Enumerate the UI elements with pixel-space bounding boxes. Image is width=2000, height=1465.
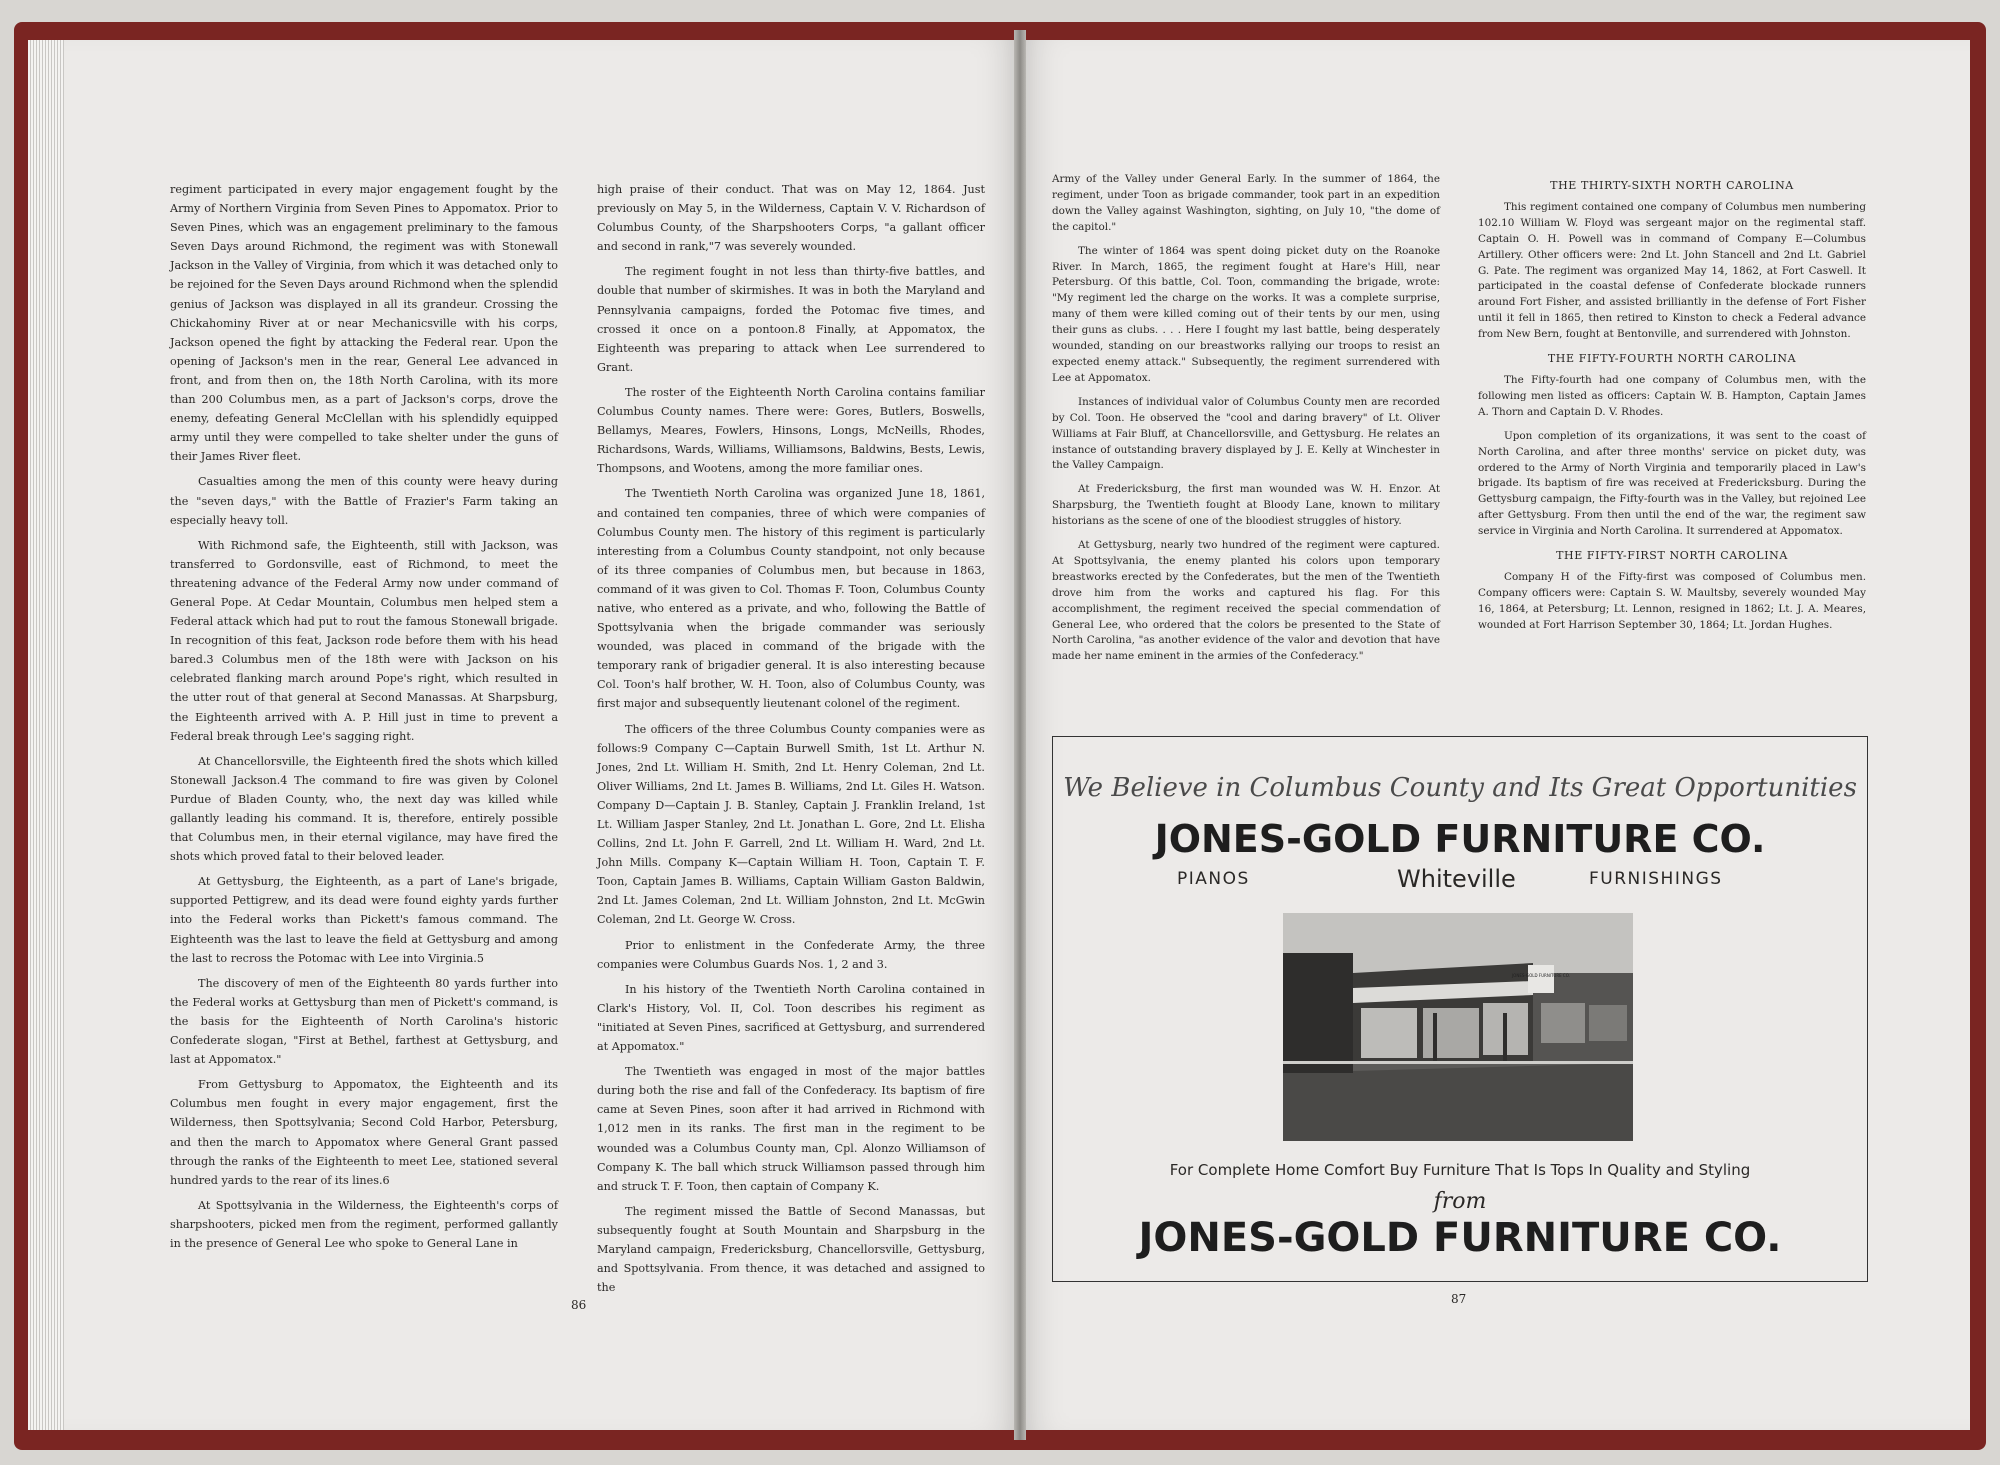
book-gutter bbox=[1014, 30, 1026, 1440]
paragraph: Instances of individual valor of Columbus County men are recorded by Col. Toon. He observed the "cool and daring bravery" of Lt. Oliver Williams at Fair Bluff, at Chancellorsville, and Gettysburg. He relates an instance of outstanding bravery displayed by J. E. Kelly at Winchester in the Valley Campaign. bbox=[1052, 395, 1440, 472]
ad-town-label: Whiteville bbox=[1397, 865, 1516, 893]
paragraph: At Fredericksburg, the first man wounded was W. H. Enzor. At Sharpsburg, the Twentieth fought at Bloody Lane, known to military historians as the scene of one of the bloodiest struggles of history. bbox=[1052, 483, 1440, 528]
ad-company-name-bottom: JONES-GOLD FURNITURE CO. bbox=[1138, 1215, 1782, 1261]
paragraph: At Chancellorsville, the Eighteenth fired the shots which killed Stonewall Jackson.4 The command to fire was given by Colonel Purdue of Bladen County, who, the next day was killed while gallantly leading his command. It is, therefore, entirely possible that Columbus men, in their eternal vigilance, may have fired the shots which proved fatal to their beloved leader. bbox=[170, 754, 558, 864]
section-heading: THE THIRTY-SIXTH NORTH CAROLINA bbox=[1550, 179, 1794, 192]
paragraph: Company H of the Fifty-first was composed of Columbus men. Company officers were: Captain S. W. Maultsby, severely wounded May 16, 1864, at Petersburg; Lt. Lennon, resigned in 1862; Lt. J. A. Meares, wounded at Fort Harrison September 30, 1864; Lt. Jordan Hughes. bbox=[1478, 570, 1866, 631]
ad-slogan: For Complete Home Comfort Buy Furniture That Is Tops In Quality and Styling bbox=[1169, 1161, 1751, 1179]
storefront-illustration bbox=[1283, 913, 1633, 1141]
page-edges bbox=[28, 40, 64, 1430]
ad-subheading-row bbox=[1053, 865, 1867, 899]
paragraph: At Spottsylvania in the Wilderness, the Eighteenth's corps of sharpshooters, picked men from the regiment, performed gallantly in the presence of General Lee who spoke to General Lane in bbox=[170, 1198, 558, 1250]
paragraph: Prior to enlistment in the Confederate Army, the three companies were Columbus Guards Nos. 1, 2 and 3. bbox=[597, 938, 985, 971]
paragraph: Army of the Valley under General Early. In the summer of 1864, the regiment, under Toon as brigade commander, took part in an expedition down the Valley against Washington, sighting, on July 10, "the dome of the capitol." bbox=[1052, 173, 1440, 233]
paragraph: regiment participated in every major engagement fought by the Army of Northern Virginia from Seven Pines to Appomatox. Prior to Seven Pines, which was an engagement preliminary to the famous Seven Days around Richmond, the regiment was with Stonewall Jackson in the Valley of Virginia, from which it was detached only to be rejoined for the Seven Days around Richmond when the splendid genius of Jackson was displayed in all its grandeur. Crossing the Chickahominy River at or near Mechanicsville with his corps, Jackson opened the fight by attacking the Federal rear. Upon the opening of Jackson's men in the rear, General Lee advanced in front, and from then on, the 18th North Carolina, with its more than 200 Columbus men, as a part of Jackson's corps, drove the enemy, defeating General McClellan with his splendidly equipped army until they were compelled to take shelter under the guns of their James River fleet. bbox=[170, 183, 558, 464]
paragraph: In his history of the Twentieth North Carolina contained in Clark's History, Vol. II, Col. Toon describes his regiment as "initiated at Seven Pines, sacrificed at Gettysburg, and surrendered at Appomatox." bbox=[597, 982, 985, 1054]
paragraph: high praise of their conduct. That was on May 12, 1864. Just previously on May 5, in the Wilderness, Captain V. V. Richardson of Columbus County, of the Sharpshooters Corps, "a gallant officer and second in rank,"7 was severely wounded. bbox=[597, 183, 985, 254]
paragraph: The roster of the Eighteenth North Carolina contains familiar Columbus County names. There were: Gores, Butlers, Boswells, Bellamys, Meares, Fowlers, Hinsons, Longs, McNeills, Rhodes, Richardsons, Wards, Williams, Williamsons, Baldwins, Bests, Lewis, Thompsons, and Wootens, among the more familiar ones. bbox=[597, 385, 985, 476]
ad-from: from bbox=[1433, 1189, 1487, 1214]
ad-company-name: JONES-GOLD FURNITURE CO. bbox=[1154, 817, 1766, 861]
right-page-column-2 bbox=[1478, 172, 1866, 642]
paragraph: The regiment fought in not less than thirty-five battles, and double that number of skirmishes. It was in both the Maryland and Pennsylvania campaigns, forded the Potomac five times, and crossed it once on a pontoon.8 Finally, at Appomatox, the Eighteenth was preparing to attack when Lee surrendered to Grant. bbox=[597, 265, 985, 374]
paragraph: This regiment contained one company of Columbus men numbering 102.10 William W. Floyd was sergeant major on the regimental staff. Captain O. H. Powell was in command of Company E—Columbus Artillery. Other officers were: 2nd Lt. John Stancell and 2nd Lt. Gabriel G. Pate. The regiment was organized May 14, 1862, at Fort Caswell. It participated in the coastal defense of Confederate blockade runners around Fort Fisher, and assisted brilliantly in the defense of Fort Fisher until it fell in 1865, then retired to Kinston to check a Federal advance from New Bern, fought at Bentonville, and surrendered with Johnston. bbox=[1478, 200, 1866, 341]
paragraph: From Gettysburg to Appomatox, the Eighteenth and its Columbus men fought in every major engagement, first the Wilderness, then Spottsylvania; Second Cold Harbor, Petersburg, and then the march to Appomatox where General Grant passed through the ranks of the Eighteenth to meet Lee, stationed several hundred yards to the rear of its lines.6 bbox=[170, 1078, 558, 1187]
paragraph: At Gettysburg, the Eighteenth, as a part of Lane's brigade, supported Pettigrew, and its dead were found eighty yards further into the Federal works than Pickett's famous command. The Eighteenth was the last to leave the field at Gettysburg and among the last to recross the Potomac with Lee into Virginia.5 bbox=[170, 875, 558, 965]
right-page-number: 87 bbox=[1451, 1292, 1467, 1306]
paragraph: Upon completion of its organizations, it was sent to the coast of North Carolina, and after three months' service on picket duty, was ordered to the Army of North Virginia and temporarily placed in Law's brigade. Its baptism of fire was received at Fredericksburg. During the Gettysburg campaign, the Fifty-fourth was in the Valley, but rejoined Lee after Gettysburg. From then until the end of the war, the regiment saw service in Virginia and North Carolina. It surrendered at Appomatox. bbox=[1478, 429, 1866, 538]
left-page-number: 86 bbox=[571, 1298, 587, 1312]
left-page-column-1 bbox=[170, 180, 558, 1259]
ad-tagline: We Believe in Columbus County and Its Great Opportunities bbox=[1063, 773, 1857, 803]
section-heading: THE FIFTY-FIRST NORTH CAROLINA bbox=[1556, 549, 1788, 563]
ad-furnishings-label: FURNISHINGS bbox=[1589, 869, 1723, 889]
paragraph: The discovery of men of the Eighteenth 80 yards further into the Federal works at Gettysburg than men of Pickett's command, is the basis for the Eighteenth of North Carolina's historic Confederate slogan, "First at Bethel, farthest at Gettysburg, and last at Appomatox." bbox=[170, 976, 558, 1067]
paragraph: The officers of the three Columbus County companies were as follows:9 Company C—Captain Burwell Smith, 1st Lt. Arthur N. Jones, 2nd Lt. William H. Smith, 2nd Lt. Henry Coleman, 2nd Lt. Oliver Williams, 2nd Lt. James B. Williams, 2nd Lt. Giles H. Watson. Company D—Captain J. B. Stanley, Captain J. Franklin Ireland, 1st Lt. William Jasper Stanley, 2nd Lt. Jonathan L. Gore, 2nd Lt. Elisha Collins, 2nd Lt. John F. Garrell, 2nd Lt. William H. Ward, 2nd Lt. John Mills. Company K—Captain William H. Toon, Captain T. F. Toon, Captain James B. Williams, Captain William Gaston Baldwin, 2nd Lt. James Coleman, 2nd Lt. William Johnston, 2nd Lt. McGwin Coleman, 2nd Lt. George W. Cross. bbox=[597, 722, 985, 927]
paragraph: The Twentieth was engaged in most of the major battles during both the rise and fall of the Confederacy. Its baptism of fire came at Seven Pines, soon after it had arrived in Richmond with 1,012 men in its ranks. The first man in the regiment to be wounded was a Columbus County man, Cpl. Alonzo Williamson of Company K. The ball which struck Williamson passed through him and struck T. F. Toon, then captain of Company K. bbox=[597, 1065, 985, 1193]
paragraph: With Richmond safe, the Eighteenth, still with Jackson, was transferred to Gordonsville, east of Richmond, to meet the threatening advance of the Federal Army now under command of General Pope. At Cedar Mountain, Columbus men helped stem a Federal attack which had put to rout the famous Stonewall brigade. In recognition of this feat, Jackson rode before them with his head bared.3 Columbus men of the 18th were with Jackson on his celebrated flanking march around Pope's right, which resulted in the utter rout of that general at Second Manassas. At Sharpsburg, the Eighteenth arrived with A. P. Hill just in time to prevent a Federal break through Lee's sagging right. bbox=[170, 538, 558, 743]
left-page-column-2 bbox=[597, 180, 985, 1303]
paragraph: The regiment missed the Battle of Second Manassas, but subsequently fought at South Mountain and Sharpsburg in the Maryland campaign, Fredericksburg, Chancellorsville, Gettysburg, and Spottsylvania. From thence, it was detached and assigned to the bbox=[597, 1204, 985, 1295]
storefront-photo bbox=[1283, 913, 1633, 1141]
ad-pianos-label: PIANOS bbox=[1177, 869, 1250, 889]
paragraph: The winter of 1864 was spent doing picket duty on the Roanoke River. In March, 1865, the regiment fought at Hare's Hill, near Petersburg. Of this battle, Col. Toon, commanding the brigade, wrote: "My regiment led the charge on the works. It was a complete surprise, many of them were killed coming out of their tents by our men, using their guns as clubs. . . . Here I fought my last battle, being desperately wounded, standing on our breastworks rallying our troops to resist an expected enemy attack." Subsequently, the regiment surrendered with Lee at Appomatox. bbox=[1052, 244, 1440, 384]
paragraph: The Fifty-fourth had one company of Columbus men, with the following men listed as officers: Captain W. B. Hampton, Captain James A. Thorn and Captain D. V. Rhodes. bbox=[1478, 373, 1866, 418]
section-heading: THE FIFTY-FOURTH NORTH CAROLINA bbox=[1547, 352, 1797, 366]
furniture-advertisement bbox=[1052, 736, 1868, 1282]
photo-sign-text: JONES-GOLD FURNITURE CO. bbox=[1512, 973, 1570, 978]
paragraph: The Twentieth North Carolina was organized June 18, 1861, and contained ten companies, three of which were companies of Columbus County men. The history of this regiment is particularly interesting from a Columbus County standpoint, not only because of its three companies of Columbus men, but because in 1863, command of it was given to Col. Thomas F. Toon, Columbus County native, who entered as a private, and who, following the Battle of Spottsylvania when the brigade commander was seriously wounded, was placed in command of the brigade with the temporary rank of brigadier general. It is also interesting because Col. Toon's half brother, W. H. Toon, also of Columbus County, was first major and subsequently lieutenant colonel of the regiment. bbox=[597, 487, 985, 711]
paragraph: At Gettysburg, nearly two hundred of the regiment were captured. At Spottsylvania, the enemy planted his colors upon temporary breastworks erected by the Confederates, but the men of the Twentieth drove him from the works and captured his flag. For this accomplishment, the regiment received the special commendation of General Lee, who ordered that the colors be presented to the State of North Carolina, "as another evidence of the valor and devotion that have made her name eminent in the armies of the Confederacy." bbox=[1052, 539, 1440, 663]
right-page-column-1 bbox=[1052, 172, 1440, 673]
paragraph: Casualties among the men of this county were heavy during the "seven days," with the Battle of Frazier's Farm taking an especially heavy toll. bbox=[170, 475, 558, 527]
